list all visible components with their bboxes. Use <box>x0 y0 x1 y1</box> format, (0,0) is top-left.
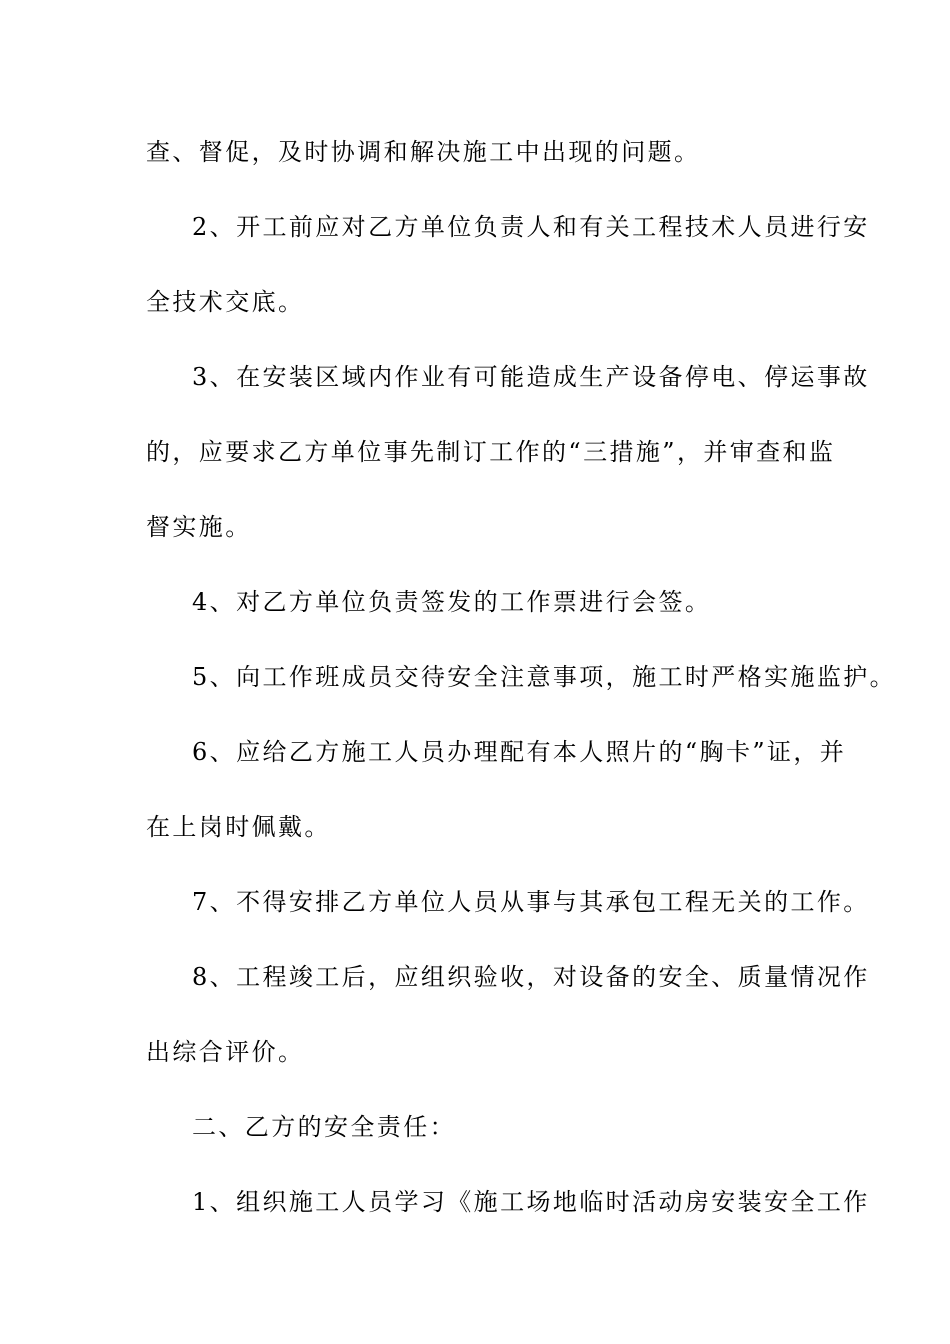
text-line: 1、组织施工人员学习《施工场地临时活动房安装安全工作 <box>192 1188 870 1216</box>
text-line: 全技术交底。 <box>146 288 305 316</box>
text-line: 督实施。 <box>146 513 252 541</box>
text-line: 6、应给乙方施工人员办理配有本人照片的“胸卡”证，并 <box>192 738 847 766</box>
text-line: 2、开工前应对乙方单位负责人和有关工程技术人员进行安 <box>192 213 870 241</box>
text-line: 的，应要求乙方单位事先制订工作的“三措施”，并审查和监 <box>146 438 836 466</box>
text-line: 5、向工作班成员交待安全注意事项，施工时严格实施监护。 <box>192 663 897 691</box>
text-line: 4、对乙方单位负责签发的工作票进行会签。 <box>192 588 712 616</box>
text-line: 查、督促，及时协调和解决施工中出现的问题。 <box>146 138 701 166</box>
text-line: 出综合评价。 <box>146 1038 305 1066</box>
text-line: 8、工程竣工后，应组织验收，对设备的安全、质量情况作 <box>192 963 870 991</box>
text-line: 3、在安装区域内作业有可能造成生产设备停电、停运事故 <box>192 363 870 391</box>
text-line: 在上岗时佩戴。 <box>146 813 331 841</box>
section-heading: 二、乙方的安全责任： <box>192 1113 456 1141</box>
text-line: 7、不得安排乙方单位人员从事与其承包工程无关的工作。 <box>192 888 870 916</box>
